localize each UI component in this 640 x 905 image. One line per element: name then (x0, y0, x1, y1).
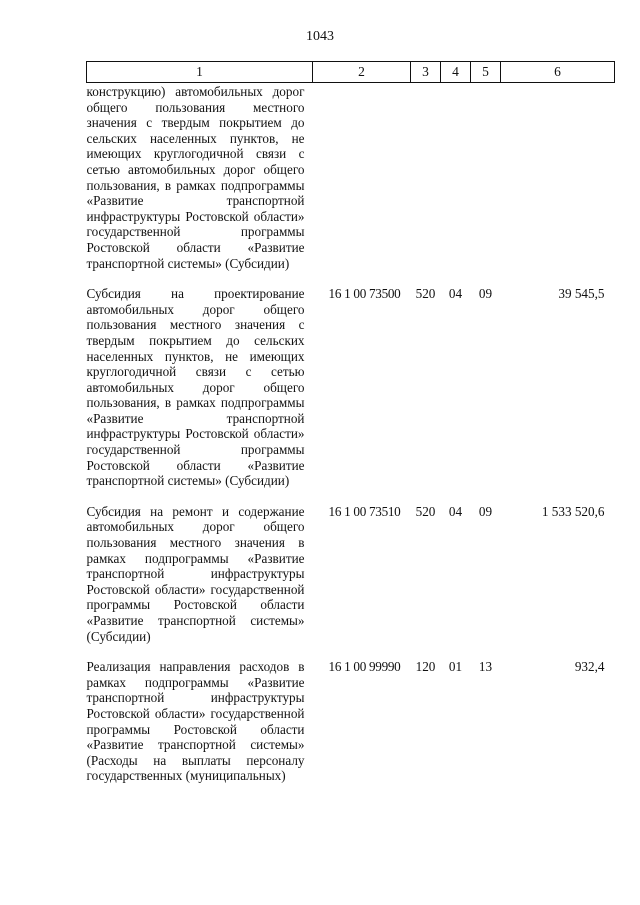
row-description: Субсидия на ремонт и содержание автомобильных дорог общего пользования местного значения в рамках подпрограммы «Развитие транспортной инфраструктуры Ростовской области» государственной программы Ростовской области «Развитие транспортной системы» (Субсидии) (86, 503, 305, 644)
row-target-code (313, 83, 411, 287)
row-subsection: 09 (478, 286, 493, 302)
column-header: 6 (501, 62, 615, 83)
row-amount: 39 545,5 (558, 286, 605, 302)
row-expense-type: 520 (415, 286, 436, 302)
row-subsection (471, 83, 501, 287)
row-description: Субсидия на проектирование автомобильных дорог общего пользования местного значения с твердым покрытием до сельских населенных пунктов, не имеющих круглогодичной связи с сетью автомобильных дорог общего пользования, в рамках подпрограммы «Развитие транспортной инфраструктуры Ростовской области» государственной программы Ростовской области «Развитие транспортной системы» (Субсидии) (86, 286, 305, 489)
row-amount: 932,4 (574, 659, 605, 675)
row-section: 01 (448, 659, 463, 675)
row-description: Реализация направления расходов в рамках подпрограммы «Развитие транспортной инфраструктуры Ростовской области» государственной программы Ростовской области «Развитие транспортной системы» (Расходы на выплаты персоналу государственных (муниципальных) (86, 659, 305, 784)
table-row (87, 83, 615, 287)
row-subsection: 13 (478, 659, 493, 675)
table-row (87, 504, 615, 659)
column-header: 1 (87, 62, 313, 83)
row-section: 04 (448, 286, 463, 302)
table-row (87, 659, 615, 799)
row-target-code: 16 1 00 73510 (328, 503, 401, 519)
row-expense-type: 520 (415, 503, 436, 519)
column-header: 4 (441, 62, 471, 83)
column-header: 5 (471, 62, 501, 83)
table-row (87, 286, 615, 504)
budget-table (86, 61, 615, 799)
row-target-code: 16 1 00 99990 (328, 659, 401, 675)
row-expense-type (411, 83, 441, 287)
row-section (441, 83, 471, 287)
table-header (87, 62, 615, 83)
row-subsection: 09 (478, 503, 493, 519)
row-expense-type: 120 (415, 659, 436, 675)
column-header: 2 (313, 62, 411, 83)
row-description: конструкцию) автомобильных дорог общего пользования местного значения с твердым покрытием до сельских населенных пунктов, не имеющих круглогодичной связи с сетью автомобильных дорог общего пользования, в рамках подпрограммы «Развитие транспортной инфраструктуры Ростовской области» государственной программы Ростовской области «Развитие транспортной системы» (Субсидии) (86, 84, 305, 271)
row-target-code: 16 1 00 73500 (328, 286, 401, 302)
page-number: 1043 (306, 29, 334, 44)
row-amount: 1 533 520,6 (541, 503, 605, 519)
row-amount (501, 83, 615, 287)
column-header: 3 (411, 62, 441, 83)
row-section: 04 (448, 503, 463, 519)
